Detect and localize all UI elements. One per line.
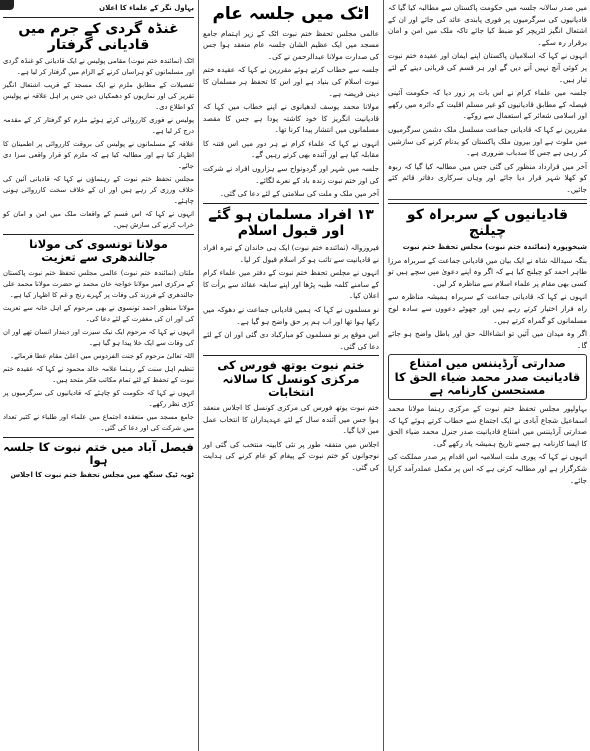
middle-column bbox=[198, 0, 384, 751]
article-paragraph: انہوں نے کہا کہ اس قسم کے واقعات ملک میں امن و امان کو خراب کرنے کی سازش ہیں۔ bbox=[3, 210, 194, 230]
article-paragraph: اٹک (نمائندہ ختم نبوت) مقامی پولیس نے ایک قادیانی کو غنڈہ گردی اور مسلمانوں کو ہراساں کرنے کے الزام میں گرفتار کر لیا ہے۔ bbox=[3, 57, 194, 77]
article-paragraph: انہوں نے کہا کہ اسلامیان پاکستان اپنے ایمان اور عقیدہ ختم نبوت پر کوئی آنچ نہیں آنے دیں گے اور ہر قسم کی قربانی دینے کے لئے تیار ہیں۔ bbox=[388, 51, 587, 84]
article-paragraph: آخر میں ملک و ملت کی سلامتی کے لئے دعا کی گئی۔ bbox=[219, 189, 379, 199]
article-paragraph: نو مسلموں نے کہا کہ ہمیں قادیانی جماعت نے دھوکہ میں رکھا ہوا تھا اور اب ہم پر حق واضح ہو گیا ہے۔ bbox=[203, 305, 379, 326]
article-paragraph: انہوں نے کہا کہ علماء کرام نے ہر دور میں اس فتنہ کا مقابلہ کیا ہے اور آئندہ بھی کرتے رہیں گے۔ bbox=[203, 138, 379, 160]
article-paragraph: انہوں نے کہا کہ حکومت کو چاہئے کہ قادیانیوں کی سرگرمیوں پر کڑی نظر رکھے۔ bbox=[3, 388, 194, 408]
headline-youth-force-elections: ختم نبوت یوتھ فورس کی مرکزی کونسل کا سالانہ انتخابات bbox=[203, 355, 379, 399]
article-paragraph: مقررین نے کہا کہ قادیانی جماعت مسلسل ملک دشمن سرگرمیوں میں ملوث ہے اور بیرون ملک پاکستان کو بدنام کرنے کی سازشیں کر رہی ہے جس کا سدباب ضروری ہے۔ bbox=[388, 124, 587, 158]
right-column bbox=[384, 0, 590, 751]
byline: شیخوپورہ (نمائندہ ختم نبوت) مجلس تحفظ ختم نبوت bbox=[402, 242, 587, 251]
article-paragraph: جلسہ میں علماء کرام نے اس بات پر زور دیا کہ حکومت آئینی فیصلہ کے مطابق قادیانیوں کو غیر مسلم اقلیت کے دائرہ میں رکھے اور اسلامی شعائر کے استعمال سے روکے۔ bbox=[388, 88, 587, 121]
article-paragraph: اللہ تعالیٰ مرحوم کو جنت الفردوس میں اعلیٰ مقام عطا فرمائے۔ bbox=[10, 351, 194, 360]
article-paragraph: انہوں نے مجلس تحفظ ختم نبوت کے دفتر میں علماء کرام کے سامنے کلمہ طیبہ پڑھا اور اپنے سابقہ عقائد سے برأت کا اعلان کیا۔ bbox=[203, 268, 379, 301]
headline-faisalabad: فیصل آباد میں ختم نبوت کا جلسہ ہوا bbox=[3, 437, 194, 467]
right-top-article bbox=[388, 2, 587, 196]
article-paragraph: مجلس تحفظ ختم نبوت کے رہنماؤں نے کہا کہ قادیانی آئین کی خلاف ورزی کر رہے ہیں اور ان کے خلاف سخت کارروائی ہونی چاہئے۔ bbox=[3, 175, 194, 206]
article-youth-force-elections bbox=[203, 402, 379, 474]
article-paragraph: اس موقع پر نو مسلموں کو مبارکباد دی گئی اور ان کے لئے دعا کی گئی۔ bbox=[203, 330, 379, 351]
article-paragraph: میں صدر سالانہ جلسہ میں حکومت پاکستان سے مطالبہ کیا گیا کہ قادیانیوں کی سرگرمیوں پر فوری پابندی عائد کی جائے اور ان کے اشتعال انگیز لٹریچر کو ضبط کیا جائے تاکہ ملک میں امن و امان برقرار رہ سکے۔ bbox=[388, 3, 587, 47]
headline-qadiani-challenge: قادیانیوں کے سربراہ کو چیلنج bbox=[388, 203, 587, 239]
top-line: بہاول نگر کے علماء کا اعلان bbox=[99, 4, 194, 12]
article-paragraph: مولانا منظور احمد تونسوی نے بھی مرحوم کے اہل خانہ سے تعزیت کی اور ان کی مغفرت کے لئے دعا کی۔ bbox=[3, 303, 194, 323]
article-paragraph: فیروزوالہ (نمائندہ ختم نبوت) ایک ہی خاندان کے تیرہ افراد نے قادیانیت سے تائب ہو کر اسلام قبول کر لیا۔ bbox=[203, 243, 379, 264]
article-accepting-islam bbox=[203, 242, 379, 352]
article-attock-rally bbox=[203, 28, 379, 200]
headline-attock-rally: اٹک میں جلسہ عام bbox=[212, 4, 370, 24]
article-paragraph: ملتان (نمائندہ ختم نبوت) عالمی مجلس تحفظ ختم نبوت پاکستان کے مرکزی امیر مولانا خواجہ خان محمد نے حضرت مولانا محمد علی جالندھری کے فرزند کی وفات پر گہرے رنج و غم کا اظہار کیا ہے۔ bbox=[3, 268, 194, 299]
headline-condolence: مولانا تونسوی کی مولانا جالندھری سے تعزیت bbox=[3, 234, 194, 264]
bottom-line: ٹوبہ ٹیک سنگھ میں مجلس تحفظ ختم نبوت کا اجلاس bbox=[10, 471, 194, 480]
article-paragraph: پولیس نے فوری کارروائی کرتے ہوئے ملزم کو گرفتار کر کے مقدمہ درج کر لیا ہے۔ bbox=[3, 116, 194, 136]
article-paragraph: جلسہ سے خطاب کرتے ہوئے مقررین نے کہا کہ عقیدہ ختم نبوت اسلام کی بنیاد ہے اور اس کا تحفظ ہر مسلمان کا دینی فریضہ ہے۔ bbox=[203, 65, 379, 98]
headline-presidential-ordinance: صدارتی آرڈیننس میں امتناع قادیانیت صدر محمد ضیاء الحق کا مستحسن کارنامہ ہے bbox=[388, 354, 587, 400]
article-paragraph: اگر وہ میدان میں آئیں تو انشاءاللہ حق اور باطل واضح ہو جائے گا۔ bbox=[388, 329, 587, 350]
article-paragraph: مولانا محمد یوسف لدھیانوی نے اپنے خطاب میں کہا کہ قادیانیت انگریز کا خود کاشتہ پودا ہے جس کا مقصد مسلمانوں میں انتشار پیدا کرنا تھا۔ bbox=[203, 102, 379, 135]
article-paragraph: عالمی مجلس تحفظ ختم نبوت اٹک کے زیر اہتمام جامع مسجد میں ایک عظیم الشان جلسہ عام منعقد ہوا جس کی صدارت مولانا عبدالرحمن نے کی۔ bbox=[203, 28, 379, 61]
article-ahle-sunnat bbox=[3, 364, 194, 434]
article-paragraph: آخر میں قرارداد منظور کی گئی جس میں مطالبہ کیا گیا کہ ربوہ کو کھلا شہر قرار دیا جائے اور وہاں سرکاری دفاتر قائم کئے جائیں۔ bbox=[388, 161, 587, 194]
divider bbox=[388, 199, 587, 200]
article-paragraph: علاقہ کے مسلمانوں نے پولیس کی بروقت کارروائی پر اطمینان کا اظہار کیا ہے اور مطالبہ کیا ہے کہ ملزم کو قرار واقعی سزا دی جائے۔ bbox=[3, 140, 194, 171]
article-paragraph: انہوں نے کہا کہ مرحوم ایک نیک سیرت اور دیندار انسان تھے اور ان کی وفات سے ایک خلا پیدا ہو گیا ہے۔ bbox=[3, 327, 194, 347]
article-paragraph: بہاولپور مجلس تحفظ ختم نبوت کے مرکزی رہنما مولانا محمد اسماعیل شجاع آبادی نے ایک اجتماع سے خطاب کرتے ہوئے کہا کہ صدارتی آرڈیننس میں امتناع قادیانیت صدر جنرل محمد ضیاء الحق کا ایسا کارنامہ ہے جسے تاریخ ہمیشہ یاد رکھے گی۔ bbox=[388, 404, 587, 448]
article-paragraph: جامع مسجد میں منعقدہ اجتماع میں علماء اور طلباء نے کثیر تعداد میں شرکت کی اور دعا کی گئی۔ bbox=[3, 412, 194, 432]
headline-accepting-islam: ۱۳ افراد مسلمان ہو گئے اور قبول اسلام bbox=[203, 203, 379, 239]
article-condolence bbox=[3, 268, 194, 362]
article-presidential-ordinance bbox=[388, 403, 587, 486]
article-paragraph: تنظیم اہل سنت کے رہنما علامہ خالد محمود نے کہا کہ عقیدہ ختم نبوت کے تحفظ کے لئے تمام مکاتب فکر متحد ہیں۔ bbox=[3, 364, 194, 384]
article-paragraph: تفصیلات کے مطابق ملزم نے ایک مسجد کے قریب اشتعال انگیز تقریر کی اور نمازیوں کو دھمکیاں دیں جس پر اہل علاقہ نے پولیس کو اطلاع دی۔ bbox=[3, 81, 194, 112]
article-paragraph: بنگہ سیداللہ شاہ نے ایک بیان میں قادیانی جماعت کے سربراہ مرزا طاہر احمد کو چیلنج کیا ہے کہ اگر وہ اپنے دعویٰ میں سچے ہیں تو کسی بھی مقام پر علماء اسلام سے مناظرہ کر لیں۔ bbox=[388, 255, 587, 288]
headline-qadiani-arrested: غنڈہ گردی کے جرم میں قادیانی گرفتار bbox=[3, 17, 194, 53]
article-paragraph: اجلاس میں متفقہ طور پر نئی کابینہ منتخب کی گئی اور نوجوانوں کو ختم نبوت کے پیغام کو عام کرنے کی ہدایت کی گئی۔ bbox=[203, 439, 379, 473]
article-qadiani-arrested bbox=[3, 56, 194, 231]
article-qadiani-challenge bbox=[388, 255, 587, 352]
article-paragraph: جلسہ میں شہر اور گردونواح سے ہزاروں افراد نے شرکت کی اور ختم نبوت زندہ باد کے نعرے لگائے۔ bbox=[203, 164, 379, 185]
article-paragraph: انہوں نے کہا کہ پوری ملت اسلامیہ اس اقدام پر صدر مملکت کی شکرگزار ہے اور مطالبہ کرتی ہے کہ اس پر مکمل عملدرآمد کرایا جائے۔ bbox=[388, 452, 587, 485]
left-column bbox=[0, 0, 198, 751]
article-paragraph: انہوں نے کہا کہ قادیانی جماعت کے سربراہ ہمیشہ مناظرہ سے راہ فرار اختیار کرتے رہے ہیں اور جھوٹے دعووں سے سادہ لوح مسلمانوں کو گمراہ کرتے ہیں۔ bbox=[388, 292, 587, 325]
article-paragraph: ختم نبوت یوتھ فورس کی مرکزی کونسل کا اجلاس منعقد ہوا جس میں آئندہ سال کے لئے عہدیداران کا انتخاب عمل میں لایا گیا۔ bbox=[203, 403, 379, 436]
